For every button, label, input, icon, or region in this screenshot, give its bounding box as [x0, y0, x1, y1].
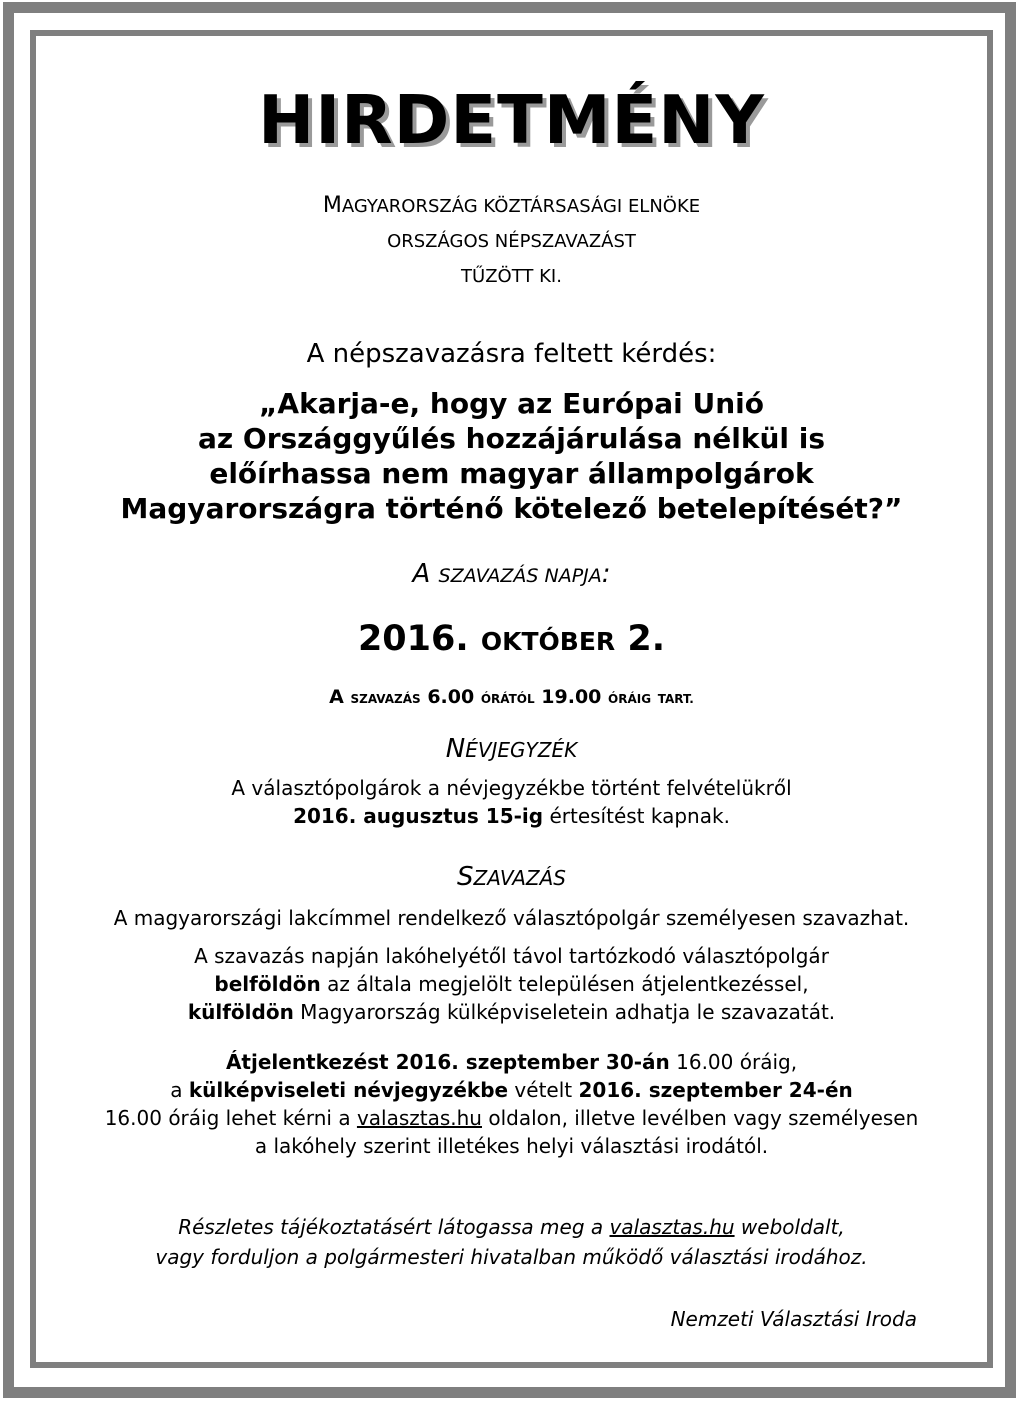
issuer-line-3: TŰZÖTT KI. — [461, 266, 562, 287]
question-line: „Akarja-e, hogy az Európai Unió — [259, 387, 764, 420]
hours-szavazas: SZAVAZÁS — [350, 692, 421, 706]
abroad-label: külföldön — [187, 1000, 294, 1024]
issuer-line-1 — [36, 188, 987, 224]
deadlines-line-3-pre: 16.00 óráig lehet kérni a — [104, 1106, 357, 1130]
notice-content — [36, 36, 987, 1362]
deadlines-line-1 — [36, 1048, 987, 1076]
issuer-line-1-rest: AGYARORSZÁG KÖZTÁRSASÁGI ELNÖKE — [341, 196, 701, 217]
referendum-question — [36, 386, 987, 526]
info-line-1-rest: weboldalt, — [734, 1215, 845, 1239]
register-line-2-rest: értesítést kapnak. — [543, 804, 730, 828]
register-title-cap: N — [445, 734, 466, 764]
date-month: OKTÓBER — [480, 627, 616, 656]
date-year: 2016. — [357, 619, 469, 659]
deadlines-line-3 — [36, 1104, 987, 1132]
voting-day-cap: A — [412, 559, 431, 589]
deadlines-line-3-rest: oldalon, illetve levélben vagy személyesen — [482, 1106, 919, 1130]
voting-hours — [36, 684, 987, 712]
valasztas-info-link[interactable]: valasztas.hu — [609, 1215, 735, 1239]
voting-line-1: A magyarországi lakcímmel rendelkező választópolgár személyesen szavazhat. — [113, 906, 910, 930]
hours-to: 19.00 — [541, 686, 602, 708]
voting-day-label — [36, 556, 987, 594]
info-line-1 — [36, 1212, 987, 1242]
voting-date — [36, 616, 987, 665]
voting-section-title — [36, 860, 987, 895]
signature: Nemzeti Választási Iroda — [670, 1307, 917, 1331]
domestic-label: belföldön — [214, 972, 321, 996]
issuer-block — [36, 188, 987, 294]
deadlines-line-2-mid: vételt — [508, 1078, 579, 1102]
valasztas-link[interactable]: valasztas.hu — [356, 1106, 482, 1130]
question-intro: A népszavazásra feltett kérdés: — [306, 339, 717, 369]
register-title-rest: ÉVJEGYZÉK — [465, 738, 578, 762]
consular-deadline: 2016. szeptember 24-én — [578, 1078, 853, 1102]
hours-a: A — [329, 686, 344, 708]
hours-oratol: ÓRÁTÓL — [480, 692, 535, 706]
info-line-2: vagy forduljon a polgármesteri hivatalban működő választási irodához. — [155, 1245, 868, 1269]
notice-title: HIRDETMÉNY — [258, 81, 765, 159]
voting-line-4-rest: Magyarország külképviseletein adhatja le szavazatát. — [293, 1000, 836, 1024]
voting-line-3-rest: az általa megjelölt településen átjelentkezéssel, — [320, 972, 809, 996]
register-section-title — [36, 732, 987, 767]
hours-oraig: ÓRÁIG — [608, 692, 652, 706]
deadlines-line-4: a lakóhely szerint illetékes helyi választási irodától. — [254, 1134, 769, 1158]
deadlines-paragraph — [36, 1048, 987, 1160]
voting-day-rest: SZAVAZÁS NAPJA — [438, 565, 602, 587]
question-line: az Országgyűlés hozzájárulása nélkül is — [197, 422, 826, 455]
voting-line-2: A szavazás napján lakóhelyétől távol tartózkodó választópolgár — [194, 944, 829, 968]
voting-day-colon: : — [601, 559, 611, 589]
deadlines-line-1-rest: 16.00 óráig, — [669, 1050, 798, 1074]
register-deadline: 2016. augusztus 15-ig — [293, 804, 544, 828]
voting-title-cap: S — [457, 862, 474, 892]
consular-register-label: külképviseleti névjegyzékbe — [188, 1078, 509, 1102]
voting-paragraph-1 — [36, 904, 987, 932]
voting-line-4 — [36, 998, 987, 1026]
register-line-2 — [36, 802, 987, 830]
question-line: előírhassa nem magyar állampolgárok — [209, 457, 814, 490]
voting-title-rest: ZAVAZÁS — [473, 866, 566, 890]
deadlines-line-2-pre: a — [170, 1078, 189, 1102]
voting-line-3 — [36, 970, 987, 998]
register-paragraph — [36, 774, 987, 830]
voting-paragraph-2 — [36, 942, 987, 1026]
issuer-line-2: ORSZÁGOS NÉPSZAVAZÁST — [387, 231, 636, 252]
info-line-1-pre: Részletes tájékoztatásért látogassa meg a — [178, 1215, 610, 1239]
register-line-1: A választópolgárok a névjegyzékbe történt felvételükről — [231, 776, 792, 800]
deadlines-line-2 — [36, 1076, 987, 1104]
question-line: Magyarországra történő kötelező betelepítését?” — [120, 492, 903, 525]
hours-from: 6.00 — [427, 686, 475, 708]
info-paragraph — [36, 1212, 987, 1272]
issuer-line-1-cap: M — [322, 193, 342, 218]
hours-tart: TART. — [657, 692, 694, 706]
date-day: 2. — [627, 619, 666, 659]
transfer-deadline: Átjelentkezést 2016. szeptember 30-án — [225, 1050, 670, 1074]
